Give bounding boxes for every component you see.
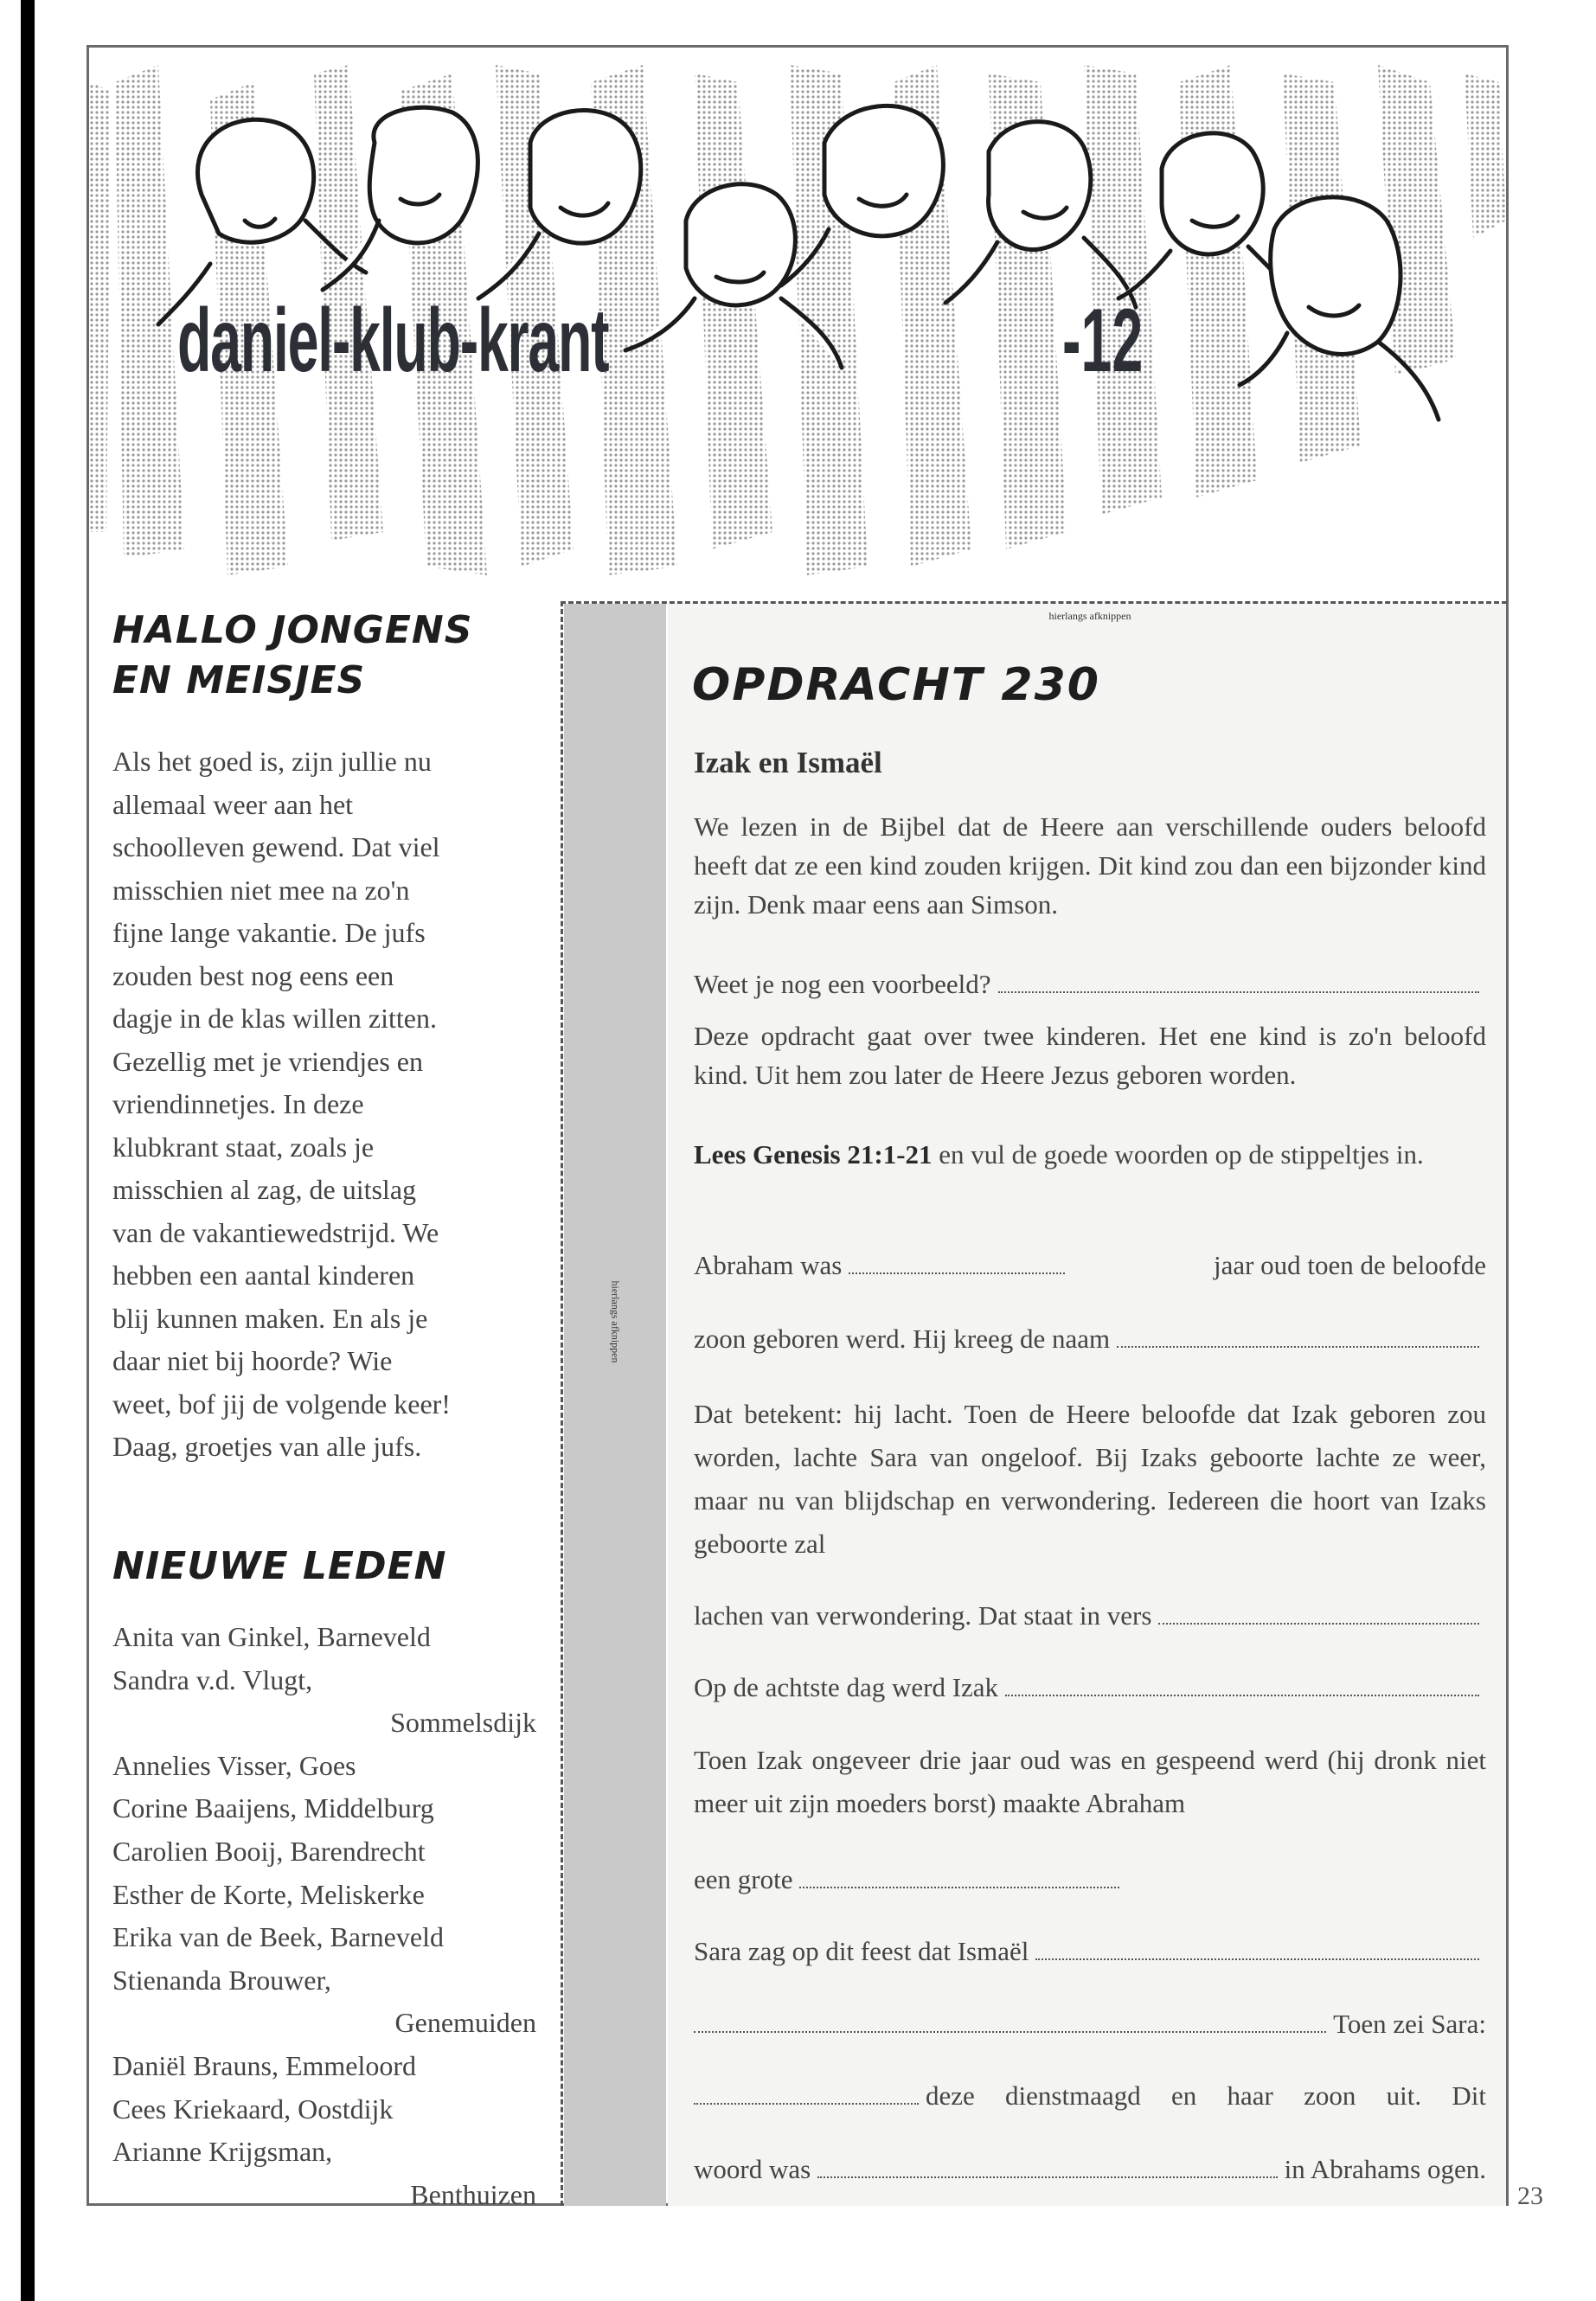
greeting-line: hebben een aantal kinderen [112,1259,415,1291]
member-entry: Daniël Brauns, Emmeloord [112,2049,417,2081]
new-members-list [112,1616,536,2216]
greeting-line: zouden best nog eens een [112,959,394,991]
cut-label-top: hierlangs afknippen [1048,610,1131,622]
question-text: Op de achtste dag werd Izak [694,1672,999,1702]
question-text: woord was [694,2154,811,2184]
question-2 [694,1324,1486,1355]
answer-blank[interactable] [799,1885,1119,1888]
paragraph-4: Toen Izak ongeveer drie jaar oud was en gespeend werd (hij dronk niet meer uit zijn moeders borst) maakte Abraham [694,1745,1486,1818]
greeting-line: blij kunnen maken. En als je [112,1302,428,1334]
member-city: Genemuiden [394,2007,536,2039]
instruction-text: en vul de goede woorden op de stippeltjes in. [932,1139,1424,1170]
answer-blank[interactable] [694,2029,1326,2033]
greeting-line: klubkrant staat, zoals je [112,1131,375,1163]
cut-line-top [561,601,1507,604]
greeting-line: allemaal weer aan het [112,788,354,820]
cut-label-side: hierlangs afknippen [609,1280,622,1363]
answer-blank[interactable] [817,2175,1278,2178]
question-text: een grote [694,1864,793,1894]
read-instruction [694,1135,1486,1174]
member-entry: Corine Baaijens, Middelburg [112,1792,434,1824]
question-7 [694,2009,1486,2040]
cut-gutter [564,604,666,2206]
masthead [89,48,1506,584]
assignment-title: OPDRACHT 230 [692,659,1100,711]
paragraph-3: Dat betekent: hij lacht. Toen de Heere beloofde dat Izak geboren zou worden, lachte Sara van ongeloof. Bij Izaks geboorte lachte ze weer, maar nu van blijdschap en verwondering. Iedereen die hoort van Izaks geboorte zal [694,1399,1486,1559]
member-entry: Arianne Krijgsman, [112,2136,333,2168]
members-heading: NIEUWE LEDEN [112,1544,447,1588]
greeting-line: van de vakantiewedstrijd. We [112,1216,439,1248]
greeting-line: dagje in de klas willen zitten. [112,1003,437,1034]
answer-blank[interactable] [1158,1621,1479,1625]
question-5 [694,1864,1486,1895]
question-8 [694,2080,1486,2112]
question-4 [694,1672,1486,1703]
greeting-line: misschien al zag, de uitslag [112,1174,417,1205]
greeting-heading-line1: HALLO JONGENS [112,608,473,652]
greeting-line: daar niet bij hoorde? Wie [112,1345,393,1376]
question-text: in Abrahams ogen. [1284,2154,1486,2184]
issue-number: -12 [1062,291,1144,391]
greeting-line: Als het goed is, zijn jullie nu [112,746,432,777]
question-1 [694,1250,1486,1281]
member-entry: Stienanda Brouwer, [112,1964,331,1996]
member-entry: Erika van de Beek, Barneveld [112,1921,444,1953]
greeting-line: Gezellig met je vriendjes en [112,1045,423,1077]
greeting-line: Daag, groetjes van alle jufs. [112,1431,422,1462]
assignment-subtitle: Izak en Ismaël [694,746,882,779]
question-text: deze dienstmaagd en haar zoon uit. Dit [926,2080,1486,2111]
question-text: Sara zag op dit feest dat Ismaël [694,1936,1029,1966]
bible-reference: Lees Genesis 21:1-21 [694,1139,933,1170]
answer-blank[interactable] [849,1271,1065,1274]
answer-blank[interactable] [1005,1693,1479,1696]
question-text: Weet je nog een voorbeeld? [694,969,991,999]
question-6 [694,1936,1486,1967]
question-text: jaar oud toen de beloofde [1213,1250,1486,1280]
paragraph-2: Deze opdracht gaat over twee kinderen. Het ene kind is zo'n beloofd kind. Uit hem zou later de Heere Jezus geboren worden. [694,1021,1486,1090]
page-number: 23 [1517,2182,1543,2210]
intro-paragraph: We lezen in de Bijbel dat de Heere aan verschillende ouders beloofd heeft dat ze een kind zouden krijgen. Dit kind zou dan een bijzonder kind zijn. Denk maar eens aan Simson. [694,811,1486,920]
answer-blank[interactable] [998,990,1479,993]
cut-line-left [561,601,563,2206]
greeting-line: fijne lange vakantie. De jufs [112,917,426,948]
member-city: Sommelsdijk [390,1707,536,1739]
greeting-text [112,740,523,1469]
answer-blank[interactable] [1035,1957,1479,1960]
member-entry: Cees Kriekaard, Oostdijk [112,2093,394,2125]
question-text: Abraham was [694,1250,843,1280]
greeting-line: vriendinnetjes. In deze [112,1088,364,1119]
member-entry: Sandra v.d. Vlugt, [112,1663,313,1695]
answer-blank[interactable] [1117,1344,1479,1348]
question-text: zoon geboren werd. Hij kreeg de naam [694,1324,1111,1354]
greeting-line: schoolleven gewend. Dat viel [112,831,440,862]
member-city: Benthuizen [410,2178,536,2210]
question-text: lachen van verwondering. Dat staat in vers [694,1600,1152,1631]
binding-edge [21,0,35,2301]
question-example [694,969,1486,1000]
member-entry: Annelies Visser, Goes [112,1749,356,1781]
question-text: Toen zei Sara: [1333,2009,1486,2039]
member-entry: Esther de Korte, Meliskerke [112,1878,425,1910]
greeting-line: weet, bof jij de volgende keer! [112,1388,451,1420]
greeting-heading-line2: EN MEISJES [112,658,366,702]
newsletter-title: daniel-klub-krant [177,291,609,391]
greeting-line: misschien niet mee na zo'n [112,874,410,906]
answer-blank[interactable] [694,2101,919,2105]
member-entry: Carolien Booij, Barendrecht [112,1835,426,1867]
question-3 [694,1600,1486,1631]
question-9 [694,2154,1486,2185]
member-entry: Anita van Ginkel, Barneveld [112,1621,431,1652]
